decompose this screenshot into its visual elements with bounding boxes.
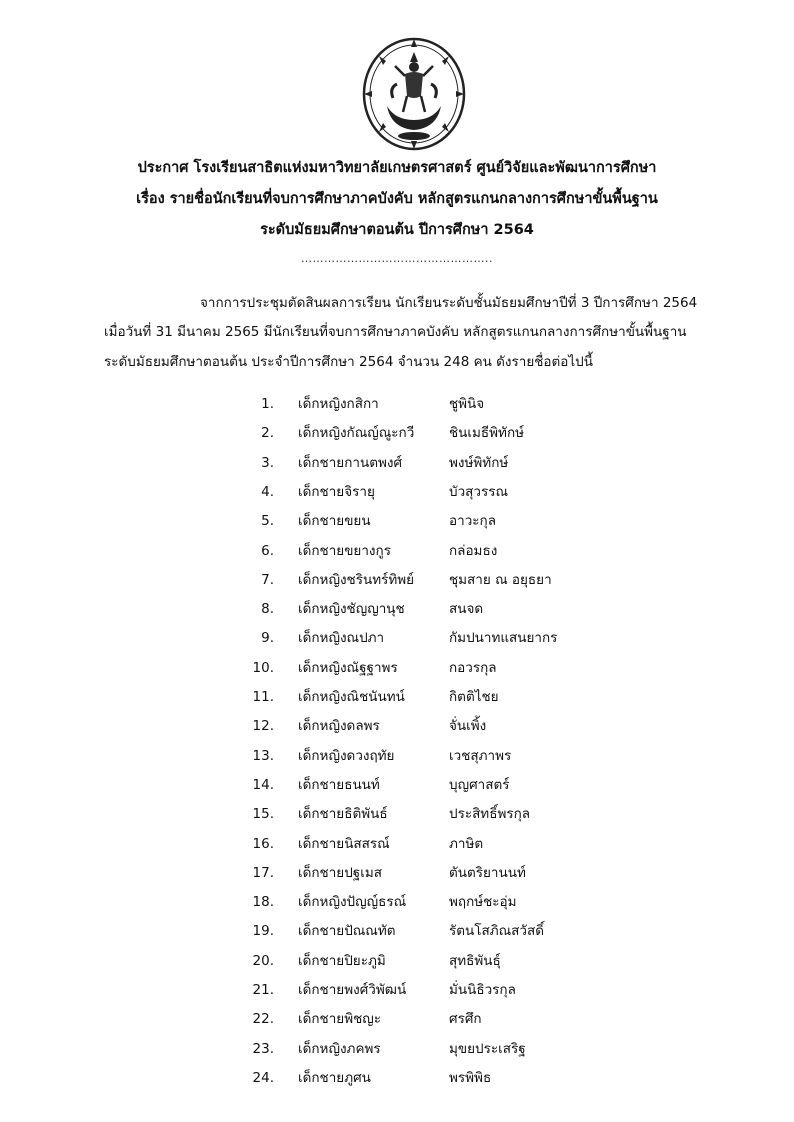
list-item <box>0 1037 794 1061</box>
list-item <box>0 861 794 885</box>
student-first-name: เด็กหญิงชรินทร์ทิพย์ <box>298 571 415 588</box>
student-last-name: มุขยประเสริฐ <box>449 1040 526 1057</box>
student-number: 5. <box>261 513 274 530</box>
student-first-name: เด็กหญิงชัญญานุช <box>298 601 405 618</box>
student-number: 9. <box>261 630 274 647</box>
announcement-level-year: ระดับมัธยมศึกษาตอนต้น ปีการศึกษา 2564 <box>260 222 534 238</box>
student-last-name: อาวะกุล <box>449 513 496 530</box>
student-last-name: กิตติไชย <box>449 689 499 705</box>
student-last-name: กล่อมธง <box>449 542 498 559</box>
student-first-name: เด็กหญิงดวงฤทัย <box>298 747 395 764</box>
list-item <box>0 949 794 973</box>
list-item <box>0 626 794 650</box>
student-first-name: เด็กชายพงศ์วิพัฒน์ <box>298 982 407 998</box>
student-number: 18. <box>252 894 274 911</box>
list-item <box>0 890 794 914</box>
student-last-name: บุญศาสตร์ <box>449 776 510 793</box>
student-number: 12. <box>252 718 274 735</box>
student-first-name: เด็กหญิงปัญญ์ธรณ์ <box>298 894 407 911</box>
student-number: 2. <box>261 425 274 442</box>
list-item <box>0 744 794 768</box>
student-first-name: เด็กหญิงณปภา <box>298 630 385 647</box>
list-item <box>0 919 794 943</box>
student-last-name: พรพิพิธ <box>449 1069 492 1086</box>
separator-dots: ………………………………………….. <box>301 252 493 265</box>
student-last-name: ภาษิต <box>449 835 484 852</box>
student-number: 21. <box>252 982 274 998</box>
student-last-name: ประสิทธิ์พรกุล <box>449 806 531 823</box>
student-last-name: สนจด <box>449 601 484 618</box>
student-last-name: กอวรกุล <box>449 659 497 676</box>
student-first-name: เด็กหญิงณัฐฐาพร <box>298 659 398 676</box>
student-number: 11. <box>252 689 274 705</box>
list-item <box>0 451 794 475</box>
student-number: 7. <box>261 571 274 588</box>
list-item <box>0 832 794 856</box>
intro-paragraph-line-1: จากการประชุมตัดสินผลการเรียน นักเรียนระดับชั้นมัธยมศึกษาปีที่ 3 ปีการศึกษา 2564 <box>200 295 698 311</box>
student-first-name: เด็กชายปิยะภูมิ <box>298 952 386 969</box>
student-last-name: พงษ์พิทักษ์ <box>449 454 509 471</box>
student-number: 15. <box>252 806 274 823</box>
list-item <box>0 539 794 563</box>
student-first-name: เด็กชายปฐเมส <box>298 864 382 881</box>
list-item <box>0 392 794 416</box>
student-first-name: เด็กชายพิชญะ <box>298 1011 382 1028</box>
student-first-name: เด็กหญิงณิชนันทน์ <box>298 689 405 705</box>
student-last-name: มั่นนิธิวรกุล <box>449 982 516 998</box>
student-last-name: ศรศึก <box>449 1011 482 1028</box>
student-first-name: เด็กหญิงกัณญ์ณูะกวี <box>298 425 415 442</box>
student-number: 6. <box>261 542 274 559</box>
student-number: 17. <box>252 864 274 881</box>
student-first-name: เด็กหญิงภคพร <box>298 1040 381 1057</box>
student-first-name: เด็กชายนิสสรณ์ <box>298 835 390 852</box>
list-item <box>0 656 794 680</box>
student-number: 22. <box>252 1011 274 1028</box>
student-number: 10. <box>252 659 274 676</box>
student-last-name: พฤกษ์ชะอุ่ม <box>449 894 517 911</box>
school-seal-emblem <box>361 36 467 152</box>
list-item <box>0 802 794 826</box>
student-last-name: จั่นเพิ้ง <box>449 718 487 735</box>
student-number: 14. <box>252 776 274 793</box>
student-last-name: บัวสุวรรณ <box>449 483 508 500</box>
student-number: 4. <box>261 483 274 500</box>
student-number: 3. <box>261 454 274 471</box>
student-first-name: เด็กชายขยน <box>298 513 371 530</box>
student-number: 24. <box>252 1069 274 1086</box>
student-first-name: เด็กชายกานตพงศ์ <box>298 454 403 471</box>
intro-paragraph-line-3: ระดับมัธยมศึกษาตอนต้น ประจำปีการศึกษา 2564 จำนวน 248 คน ดังรายชื่อต่อไปนี้ <box>104 354 593 370</box>
student-number: 20. <box>252 952 274 969</box>
list-item <box>0 978 794 1002</box>
student-number: 16. <box>252 835 274 852</box>
student-last-name: ชุมสาย ณ อยุธยา <box>449 571 552 588</box>
list-item <box>0 1007 794 1031</box>
student-last-name: เวชสุภาพร <box>449 747 512 764</box>
list-item <box>0 568 794 592</box>
list-item <box>0 1066 794 1090</box>
announcement-title: ประกาศ โรงเรียนสาธิตแห่งมหาวิทยาลัยเกษตรศาสตร์ ศูนย์วิจัยและพัฒนาการศึกษา <box>137 160 657 176</box>
student-last-name: สุทธิพันธุ์ <box>449 952 501 969</box>
list-item <box>0 714 794 738</box>
list-item <box>0 421 794 445</box>
list-item <box>0 509 794 533</box>
student-number: 1. <box>261 396 274 412</box>
student-last-name: รัตนโสภิณสวัสดิ์ <box>449 923 544 940</box>
student-number: 8. <box>261 601 274 618</box>
student-number: 13. <box>252 747 274 764</box>
student-first-name: เด็กหญิงดลพร <box>298 718 380 735</box>
student-number: 23. <box>252 1040 274 1057</box>
student-last-name: ชูพินิจ <box>449 396 485 412</box>
list-item <box>0 685 794 709</box>
intro-paragraph-line-2: เมื่อวันที่ 31 มีนาคม 2565 มีนักเรียนที่จบการศึกษาภาคบังคับ หลักสูตรแกนกลางการศึกษาขั้นพื้นฐาน <box>104 324 687 340</box>
student-first-name: เด็กชายจิรายุ <box>298 483 375 500</box>
student-first-name: เด็กหญิงกสิกา <box>298 396 379 412</box>
student-first-name: เด็กชายภูศน <box>298 1069 371 1086</box>
student-first-name: เด็กชายปัณณทัต <box>298 923 396 940</box>
student-number: 19. <box>252 923 274 940</box>
list-item <box>0 597 794 621</box>
student-last-name: กัมปนาทแสนยากร <box>449 630 558 647</box>
student-first-name: เด็กชายธิติพันธ์ <box>298 806 388 823</box>
student-last-name: ชินเมธีพิทักษ์ <box>449 425 525 442</box>
list-item <box>0 773 794 797</box>
student-first-name: เด็กชายธนนท์ <box>298 776 380 793</box>
announcement-subject: เรื่อง รายชื่อนักเรียนที่จบการศึกษาภาคบังคับ หลักสูตรแกนกลางการศึกษาขั้นพื้นฐาน <box>136 191 658 207</box>
student-first-name: เด็กชายขยางกูร <box>298 542 391 559</box>
list-item <box>0 480 794 504</box>
student-last-name: ตันตริยานนท์ <box>449 864 526 881</box>
